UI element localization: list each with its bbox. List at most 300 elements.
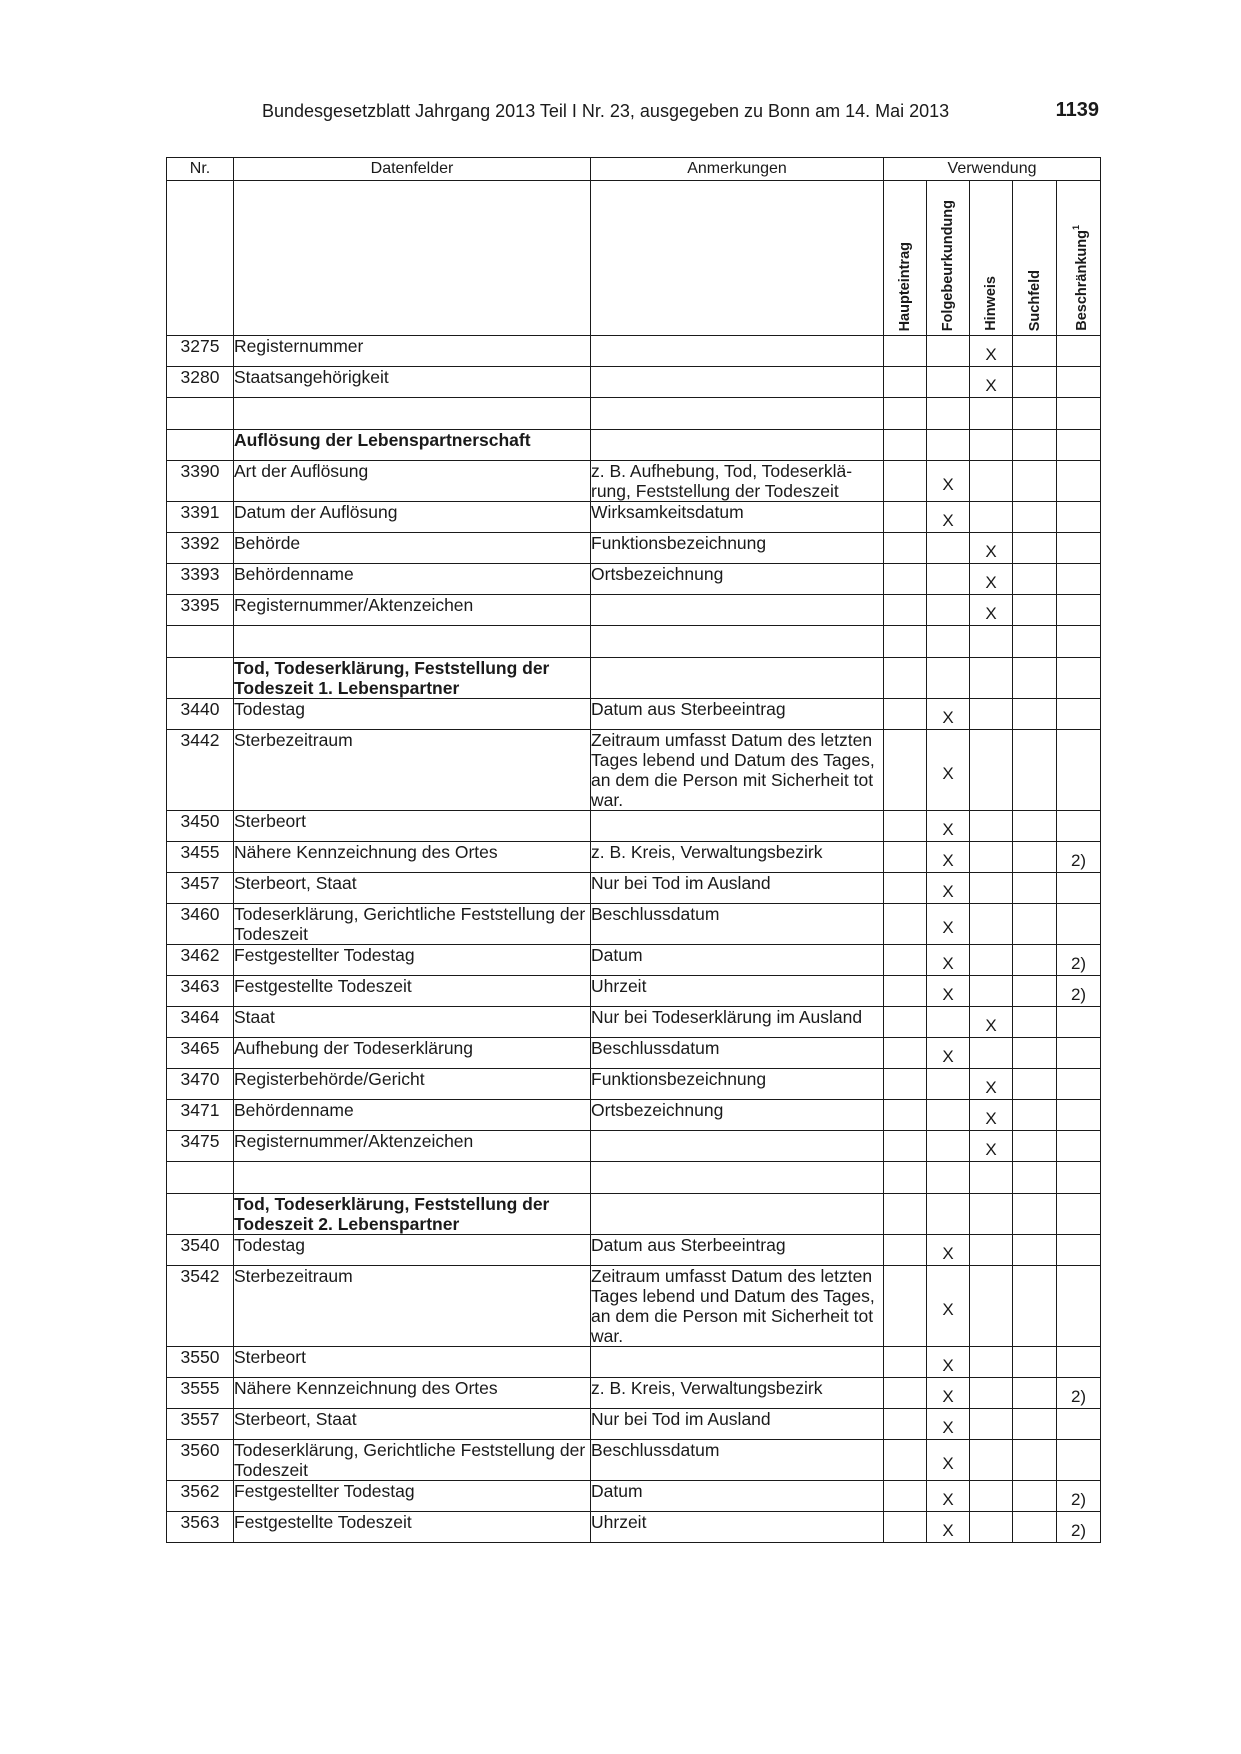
table-row <box>167 730 1101 811</box>
cell-anmerkung <box>591 626 884 658</box>
cell-mark-haupteintrag <box>884 398 927 430</box>
cell-mark-hinweis <box>970 502 1013 533</box>
cell-anmerkung: Funktionsbezeichnung <box>591 1069 884 1100</box>
running-head: Bundesgesetzblatt Jahrgang 2013 Teil I Nr. 23, ausgegeben zu Bonn am 14. Mai 2013 <box>262 101 950 121</box>
vertical-label: Folgebeurkundung <box>940 199 956 331</box>
vertical-label: Suchfeld <box>1026 269 1043 331</box>
cell-mark-hinweis <box>970 1481 1013 1512</box>
cell-mark-haupteintrag <box>884 1100 927 1131</box>
cell-datenfeld: Datum der Auflösung <box>234 502 591 533</box>
cell-mark-beschraenkung: 2) <box>1057 1378 1101 1409</box>
cell-mark-folgebeurkundung <box>927 398 970 430</box>
cell-mark-hinweis <box>970 430 1013 461</box>
cell-mark-suchfeld <box>1013 502 1057 533</box>
cell-anmerkung: Wirksamkeitsdatum <box>591 502 884 533</box>
cell-mark-hinweis: X <box>970 595 1013 626</box>
cell-datenfeld: Todeserklärung, Gerichtliche Feststellung der Todeszeit <box>234 904 591 945</box>
table-row <box>167 1038 1101 1069</box>
vertical-header-spacer <box>591 181 884 336</box>
cell-anmerkung: Funktionsbezeichnung <box>591 533 884 564</box>
cell-mark-suchfeld <box>1013 1069 1057 1100</box>
cell-mark-haupteintrag <box>884 945 927 976</box>
cell-mark-suchfeld <box>1013 430 1057 461</box>
cell-mark-beschraenkung <box>1057 461 1101 502</box>
cell-nr <box>167 1162 234 1194</box>
cell-nr: 3463 <box>167 976 234 1007</box>
cell-datenfeld: Festgestellter Todestag <box>234 945 591 976</box>
cell-datenfeld: Registernummer/Aktenzeichen <box>234 595 591 626</box>
vertical-header-spacer <box>167 181 234 336</box>
cell-mark-folgebeurkundung: X <box>927 945 970 976</box>
cell-datenfeld: Registernummer <box>234 336 591 367</box>
cell-nr: 3392 <box>167 533 234 564</box>
cell-mark-hinweis <box>970 1378 1013 1409</box>
cell-datenfeld <box>234 626 591 658</box>
table-row <box>167 367 1101 398</box>
cell-datenfeld: Auflösung der Lebenspartnerschaft <box>234 430 591 461</box>
table-row <box>167 1194 1101 1235</box>
cell-datenfeld: Todestag <box>234 699 591 730</box>
cell-mark-haupteintrag <box>884 626 927 658</box>
cell-anmerkung <box>591 811 884 842</box>
cell-nr: 3390 <box>167 461 234 502</box>
cell-mark-folgebeurkundung <box>927 626 970 658</box>
cell-mark-folgebeurkundung: X <box>927 1512 970 1543</box>
cell-mark-suchfeld <box>1013 904 1057 945</box>
cell-anmerkung: Zeitraum umfasst Datum des letzten Tages lebend und Datum des Tages, an dem die Person mit Sicherheit tot war. <box>591 1266 884 1347</box>
table-row <box>167 626 1101 658</box>
cell-mark-folgebeurkundung <box>927 430 970 461</box>
cell-datenfeld: Tod, Todeserklärung, Feststellung der Todeszeit 2. Lebenspartner <box>234 1194 591 1235</box>
cell-nr: 3442 <box>167 730 234 811</box>
cell-nr: 3560 <box>167 1440 234 1481</box>
cell-mark-folgebeurkundung: X <box>927 976 970 1007</box>
vertical-header-haupteintrag <box>884 181 927 336</box>
cell-mark-suchfeld <box>1013 1100 1057 1131</box>
cell-mark-haupteintrag <box>884 1440 927 1481</box>
cell-mark-hinweis <box>970 976 1013 1007</box>
cell-datenfeld: Behördenname <box>234 564 591 595</box>
cell-anmerkung <box>591 336 884 367</box>
cell-mark-beschraenkung <box>1057 398 1101 430</box>
cell-mark-beschraenkung <box>1057 367 1101 398</box>
cell-mark-hinweis <box>970 1347 1013 1378</box>
cell-nr: 3470 <box>167 1069 234 1100</box>
cell-mark-haupteintrag <box>884 564 927 595</box>
cell-mark-haupteintrag <box>884 430 927 461</box>
cell-mark-beschraenkung <box>1057 502 1101 533</box>
cell-mark-suchfeld <box>1013 730 1057 811</box>
cell-mark-suchfeld <box>1013 1235 1057 1266</box>
cell-mark-haupteintrag <box>884 1235 927 1266</box>
cell-nr: 3391 <box>167 502 234 533</box>
cell-mark-haupteintrag <box>884 1069 927 1100</box>
cell-mark-hinweis <box>970 1235 1013 1266</box>
cell-mark-hinweis <box>970 398 1013 430</box>
cell-mark-suchfeld <box>1013 658 1057 699</box>
cell-mark-beschraenkung <box>1057 595 1101 626</box>
cell-mark-folgebeurkundung <box>927 533 970 564</box>
table-row <box>167 1512 1101 1543</box>
cell-datenfeld: Nähere Kennzeichnung des Ortes <box>234 842 591 873</box>
vertical-header-folgebeurkundung <box>927 181 970 336</box>
cell-mark-folgebeurkundung <box>927 564 970 595</box>
cell-mark-beschraenkung <box>1057 658 1101 699</box>
cell-mark-hinweis <box>970 945 1013 976</box>
cell-mark-hinweis <box>970 626 1013 658</box>
cell-mark-folgebeurkundung: X <box>927 1347 970 1378</box>
cell-anmerkung: Ortsbezeichnung <box>591 564 884 595</box>
cell-anmerkung <box>591 1194 884 1235</box>
cell-mark-folgebeurkundung: X <box>927 904 970 945</box>
cell-anmerkung: z. B. Aufhebung, Tod, Todeserklä-rung, Feststellung der Todeszeit <box>591 461 884 502</box>
cell-mark-beschraenkung: 2) <box>1057 945 1101 976</box>
cell-mark-beschraenkung: 2) <box>1057 976 1101 1007</box>
cell-mark-beschraenkung <box>1057 533 1101 564</box>
cell-mark-suchfeld <box>1013 533 1057 564</box>
cell-datenfeld: Behördenname <box>234 1100 591 1131</box>
cell-mark-haupteintrag <box>884 1347 927 1378</box>
cell-nr: 3440 <box>167 699 234 730</box>
cell-nr: 3464 <box>167 1007 234 1038</box>
cell-mark-suchfeld <box>1013 873 1057 904</box>
cell-mark-haupteintrag <box>884 1194 927 1235</box>
table-row <box>167 811 1101 842</box>
table-row <box>167 1409 1101 1440</box>
table-row <box>167 1069 1101 1100</box>
table-row <box>167 564 1101 595</box>
cell-datenfeld: Sterbeort <box>234 811 591 842</box>
cell-mark-hinweis <box>970 842 1013 873</box>
cell-mark-hinweis <box>970 873 1013 904</box>
cell-mark-suchfeld <box>1013 461 1057 502</box>
cell-datenfeld: Festgestellter Todestag <box>234 1481 591 1512</box>
cell-anmerkung: Nur bei Tod im Ausland <box>591 1409 884 1440</box>
cell-mark-folgebeurkundung: X <box>927 842 970 873</box>
cell-mark-folgebeurkundung: X <box>927 699 970 730</box>
cell-mark-hinweis: X <box>970 336 1013 367</box>
cell-mark-folgebeurkundung: X <box>927 1235 970 1266</box>
cell-nr: 3555 <box>167 1378 234 1409</box>
cell-mark-hinweis <box>970 1266 1013 1347</box>
cell-mark-folgebeurkundung: X <box>927 1409 970 1440</box>
cell-mark-hinweis <box>970 1038 1013 1069</box>
cell-mark-suchfeld <box>1013 398 1057 430</box>
cell-mark-haupteintrag <box>884 699 927 730</box>
cell-datenfeld: Sterbezeitraum <box>234 1266 591 1347</box>
cell-mark-haupteintrag <box>884 336 927 367</box>
vertical-label: Hinweis <box>983 276 999 331</box>
cell-datenfeld: Aufhebung der Todeserklärung <box>234 1038 591 1069</box>
page-number: 1139 <box>1055 99 1099 121</box>
cell-mark-suchfeld <box>1013 1007 1057 1038</box>
cell-datenfeld: Tod, Todeserklärung, Feststellung der Todeszeit 1. Lebenspartner <box>234 658 591 699</box>
cell-mark-folgebeurkundung <box>927 1162 970 1194</box>
column-header-anmerkungen: Anmerkungen <box>591 158 884 181</box>
cell-mark-beschraenkung: 2) <box>1057 1481 1101 1512</box>
cell-mark-suchfeld <box>1013 1038 1057 1069</box>
cell-mark-suchfeld <box>1013 1409 1057 1440</box>
cell-mark-haupteintrag <box>884 595 927 626</box>
cell-mark-haupteintrag <box>884 976 927 1007</box>
cell-anmerkung: Ortsbezeichnung <box>591 1100 884 1131</box>
cell-mark-suchfeld <box>1013 564 1057 595</box>
cell-anmerkung <box>591 595 884 626</box>
cell-mark-hinweis <box>970 658 1013 699</box>
cell-mark-folgebeurkundung <box>927 1069 970 1100</box>
cell-anmerkung: z. B. Kreis, Verwaltungsbezirk <box>591 842 884 873</box>
cell-mark-suchfeld <box>1013 1266 1057 1347</box>
cell-mark-hinweis <box>970 699 1013 730</box>
cell-mark-beschraenkung <box>1057 430 1101 461</box>
cell-nr: 3280 <box>167 367 234 398</box>
cell-mark-beschraenkung <box>1057 1347 1101 1378</box>
cell-mark-suchfeld <box>1013 811 1057 842</box>
cell-mark-haupteintrag <box>884 367 927 398</box>
cell-mark-beschraenkung <box>1057 1409 1101 1440</box>
cell-mark-haupteintrag <box>884 1409 927 1440</box>
cell-mark-beschraenkung <box>1057 811 1101 842</box>
cell-mark-hinweis <box>970 811 1013 842</box>
register-table <box>166 157 1101 1543</box>
cell-mark-folgebeurkundung <box>927 336 970 367</box>
cell-datenfeld: Behörde <box>234 533 591 564</box>
cell-anmerkung: Beschlussdatum <box>591 1440 884 1481</box>
cell-mark-hinweis <box>970 730 1013 811</box>
cell-mark-haupteintrag <box>884 842 927 873</box>
cell-anmerkung <box>591 658 884 699</box>
table-row <box>167 461 1101 502</box>
cell-datenfeld: Art der Auflösung <box>234 461 591 502</box>
cell-mark-haupteintrag <box>884 1162 927 1194</box>
cell-mark-haupteintrag <box>884 1378 927 1409</box>
cell-mark-hinweis <box>970 904 1013 945</box>
cell-mark-folgebeurkundung <box>927 1007 970 1038</box>
cell-mark-beschraenkung <box>1057 730 1101 811</box>
cell-datenfeld: Todeserklärung, Gerichtliche Feststellung der Todeszeit <box>234 1440 591 1481</box>
cell-anmerkung <box>591 430 884 461</box>
cell-mark-haupteintrag <box>884 1481 927 1512</box>
cell-datenfeld: Sterbeort, Staat <box>234 1409 591 1440</box>
vertical-header-beschraenkung <box>1057 181 1101 336</box>
cell-nr: 3395 <box>167 595 234 626</box>
cell-mark-beschraenkung <box>1057 1162 1101 1194</box>
cell-mark-beschraenkung <box>1057 626 1101 658</box>
cell-datenfeld <box>234 1162 591 1194</box>
cell-mark-haupteintrag <box>884 502 927 533</box>
cell-anmerkung: Uhrzeit <box>591 1512 884 1543</box>
cell-mark-beschraenkung <box>1057 1069 1101 1100</box>
table-row <box>167 1266 1101 1347</box>
cell-mark-folgebeurkundung: X <box>927 502 970 533</box>
vertical-header-row <box>167 181 1101 336</box>
cell-mark-folgebeurkundung: X <box>927 1378 970 1409</box>
table-row <box>167 1440 1101 1481</box>
cell-datenfeld: Festgestellte Todeszeit <box>234 1512 591 1543</box>
cell-mark-suchfeld <box>1013 1131 1057 1162</box>
cell-datenfeld: Registernummer/Aktenzeichen <box>234 1131 591 1162</box>
cell-nr: 3457 <box>167 873 234 904</box>
cell-mark-haupteintrag <box>884 1038 927 1069</box>
cell-anmerkung: Datum aus Sterbeeintrag <box>591 699 884 730</box>
cell-mark-suchfeld <box>1013 1194 1057 1235</box>
cell-mark-beschraenkung <box>1057 699 1101 730</box>
cell-nr: 3540 <box>167 1235 234 1266</box>
cell-mark-suchfeld <box>1013 976 1057 1007</box>
cell-mark-suchfeld <box>1013 1481 1057 1512</box>
cell-mark-suchfeld <box>1013 842 1057 873</box>
table-row <box>167 1131 1101 1162</box>
cell-nr: 3475 <box>167 1131 234 1162</box>
cell-nr: 3275 <box>167 336 234 367</box>
table-row <box>167 398 1101 430</box>
cell-datenfeld: Staat <box>234 1007 591 1038</box>
cell-nr: 3563 <box>167 1512 234 1543</box>
cell-anmerkung: z. B. Kreis, Verwaltungsbezirk <box>591 1378 884 1409</box>
cell-mark-hinweis: X <box>970 1131 1013 1162</box>
cell-mark-folgebeurkundung <box>927 1131 970 1162</box>
vertical-header-hinweis <box>970 181 1013 336</box>
table-row <box>167 873 1101 904</box>
cell-mark-beschraenkung: 2) <box>1057 842 1101 873</box>
cell-mark-folgebeurkundung: X <box>927 811 970 842</box>
header-row <box>167 158 1101 181</box>
cell-nr: 3393 <box>167 564 234 595</box>
table-row <box>167 904 1101 945</box>
column-header-verwendung: Verwendung <box>884 158 1101 181</box>
cell-nr: 3450 <box>167 811 234 842</box>
cell-mark-hinweis: X <box>970 1100 1013 1131</box>
cell-mark-suchfeld <box>1013 945 1057 976</box>
cell-anmerkung: Beschlussdatum <box>591 904 884 945</box>
table-row <box>167 502 1101 533</box>
vertical-label-beschraenkung <box>1066 225 1092 331</box>
cell-mark-folgebeurkundung: X <box>927 730 970 811</box>
table-row <box>167 1347 1101 1378</box>
cell-anmerkung: Datum <box>591 945 884 976</box>
cell-mark-hinweis <box>970 1194 1013 1235</box>
cell-mark-haupteintrag <box>884 658 927 699</box>
cell-mark-folgebeurkundung <box>927 595 970 626</box>
cell-datenfeld: Sterbeort, Staat <box>234 873 591 904</box>
cell-mark-suchfeld <box>1013 336 1057 367</box>
cell-mark-hinweis <box>970 1162 1013 1194</box>
cell-anmerkung: Uhrzeit <box>591 976 884 1007</box>
cell-mark-folgebeurkundung <box>927 658 970 699</box>
cell-datenfeld: Registerbehörde/Gericht <box>234 1069 591 1100</box>
cell-nr: 3550 <box>167 1347 234 1378</box>
cell-mark-suchfeld <box>1013 1162 1057 1194</box>
cell-mark-haupteintrag <box>884 811 927 842</box>
cell-anmerkung <box>591 398 884 430</box>
cell-mark-beschraenkung <box>1057 1131 1101 1162</box>
cell-mark-haupteintrag <box>884 1266 927 1347</box>
cell-mark-beschraenkung <box>1057 1038 1101 1069</box>
cell-mark-folgebeurkundung: X <box>927 461 970 502</box>
cell-mark-haupteintrag <box>884 533 927 564</box>
table-row <box>167 430 1101 461</box>
cell-mark-suchfeld <box>1013 1440 1057 1481</box>
cell-mark-suchfeld <box>1013 699 1057 730</box>
cell-mark-haupteintrag <box>884 904 927 945</box>
cell-nr <box>167 626 234 658</box>
cell-anmerkung <box>591 1162 884 1194</box>
cell-nr <box>167 430 234 461</box>
cell-anmerkung <box>591 1131 884 1162</box>
cell-nr: 3460 <box>167 904 234 945</box>
cell-mark-suchfeld <box>1013 626 1057 658</box>
table-body <box>167 336 1101 1543</box>
cell-mark-hinweis <box>970 1440 1013 1481</box>
cell-mark-folgebeurkundung: X <box>927 1481 970 1512</box>
cell-mark-suchfeld <box>1013 1347 1057 1378</box>
cell-mark-beschraenkung <box>1057 904 1101 945</box>
cell-mark-beschraenkung: 2) <box>1057 1512 1101 1543</box>
table-row <box>167 1100 1101 1131</box>
cell-mark-folgebeurkundung <box>927 1194 970 1235</box>
cell-anmerkung: Beschlussdatum <box>591 1038 884 1069</box>
cell-mark-haupteintrag <box>884 461 927 502</box>
cell-anmerkung: Nur bei Tod im Ausland <box>591 873 884 904</box>
cell-datenfeld: Staatsangehörigkeit <box>234 367 591 398</box>
cell-mark-folgebeurkundung: X <box>927 1440 970 1481</box>
cell-anmerkung: Datum <box>591 1481 884 1512</box>
cell-nr: 3557 <box>167 1409 234 1440</box>
cell-mark-beschraenkung <box>1057 1194 1101 1235</box>
cell-datenfeld: Sterbeort <box>234 1347 591 1378</box>
cell-datenfeld: Nähere Kennzeichnung des Ortes <box>234 1378 591 1409</box>
cell-mark-beschraenkung <box>1057 873 1101 904</box>
table-row <box>167 699 1101 730</box>
cell-mark-haupteintrag <box>884 1131 927 1162</box>
cell-datenfeld: Festgestellte Todeszeit <box>234 976 591 1007</box>
table-row <box>167 658 1101 699</box>
cell-mark-hinweis <box>970 1512 1013 1543</box>
cell-mark-beschraenkung <box>1057 564 1101 595</box>
cell-nr: 3465 <box>167 1038 234 1069</box>
cell-anmerkung <box>591 367 884 398</box>
cell-mark-hinweis: X <box>970 1007 1013 1038</box>
cell-nr: 3471 <box>167 1100 234 1131</box>
table-row <box>167 595 1101 626</box>
cell-mark-folgebeurkundung: X <box>927 1038 970 1069</box>
cell-mark-beschraenkung <box>1057 1440 1101 1481</box>
cell-mark-haupteintrag <box>884 730 927 811</box>
cell-nr <box>167 658 234 699</box>
footnote-marker: 1 <box>1070 225 1081 231</box>
table-row <box>167 1378 1101 1409</box>
cell-mark-haupteintrag <box>884 873 927 904</box>
table-row <box>167 336 1101 367</box>
cell-anmerkung: Datum aus Sterbeeintrag <box>591 1235 884 1266</box>
table-row <box>167 842 1101 873</box>
cell-mark-suchfeld <box>1013 1378 1057 1409</box>
cell-mark-folgebeurkundung: X <box>927 873 970 904</box>
vertical-label: Haupteintrag <box>897 241 913 331</box>
table-row <box>167 1235 1101 1266</box>
vertical-header-spacer <box>234 181 591 336</box>
table-row <box>167 945 1101 976</box>
cell-mark-suchfeld <box>1013 1512 1057 1543</box>
cell-mark-hinweis <box>970 1409 1013 1440</box>
cell-anmerkung: Nur bei Todeserklärung im Ausland <box>591 1007 884 1038</box>
vertical-label: Beschränkung <box>1073 230 1090 331</box>
cell-mark-hinweis: X <box>970 564 1013 595</box>
cell-mark-hinweis: X <box>970 533 1013 564</box>
cell-nr: 3462 <box>167 945 234 976</box>
vertical-header-suchfeld <box>1013 181 1057 336</box>
table-row <box>167 533 1101 564</box>
